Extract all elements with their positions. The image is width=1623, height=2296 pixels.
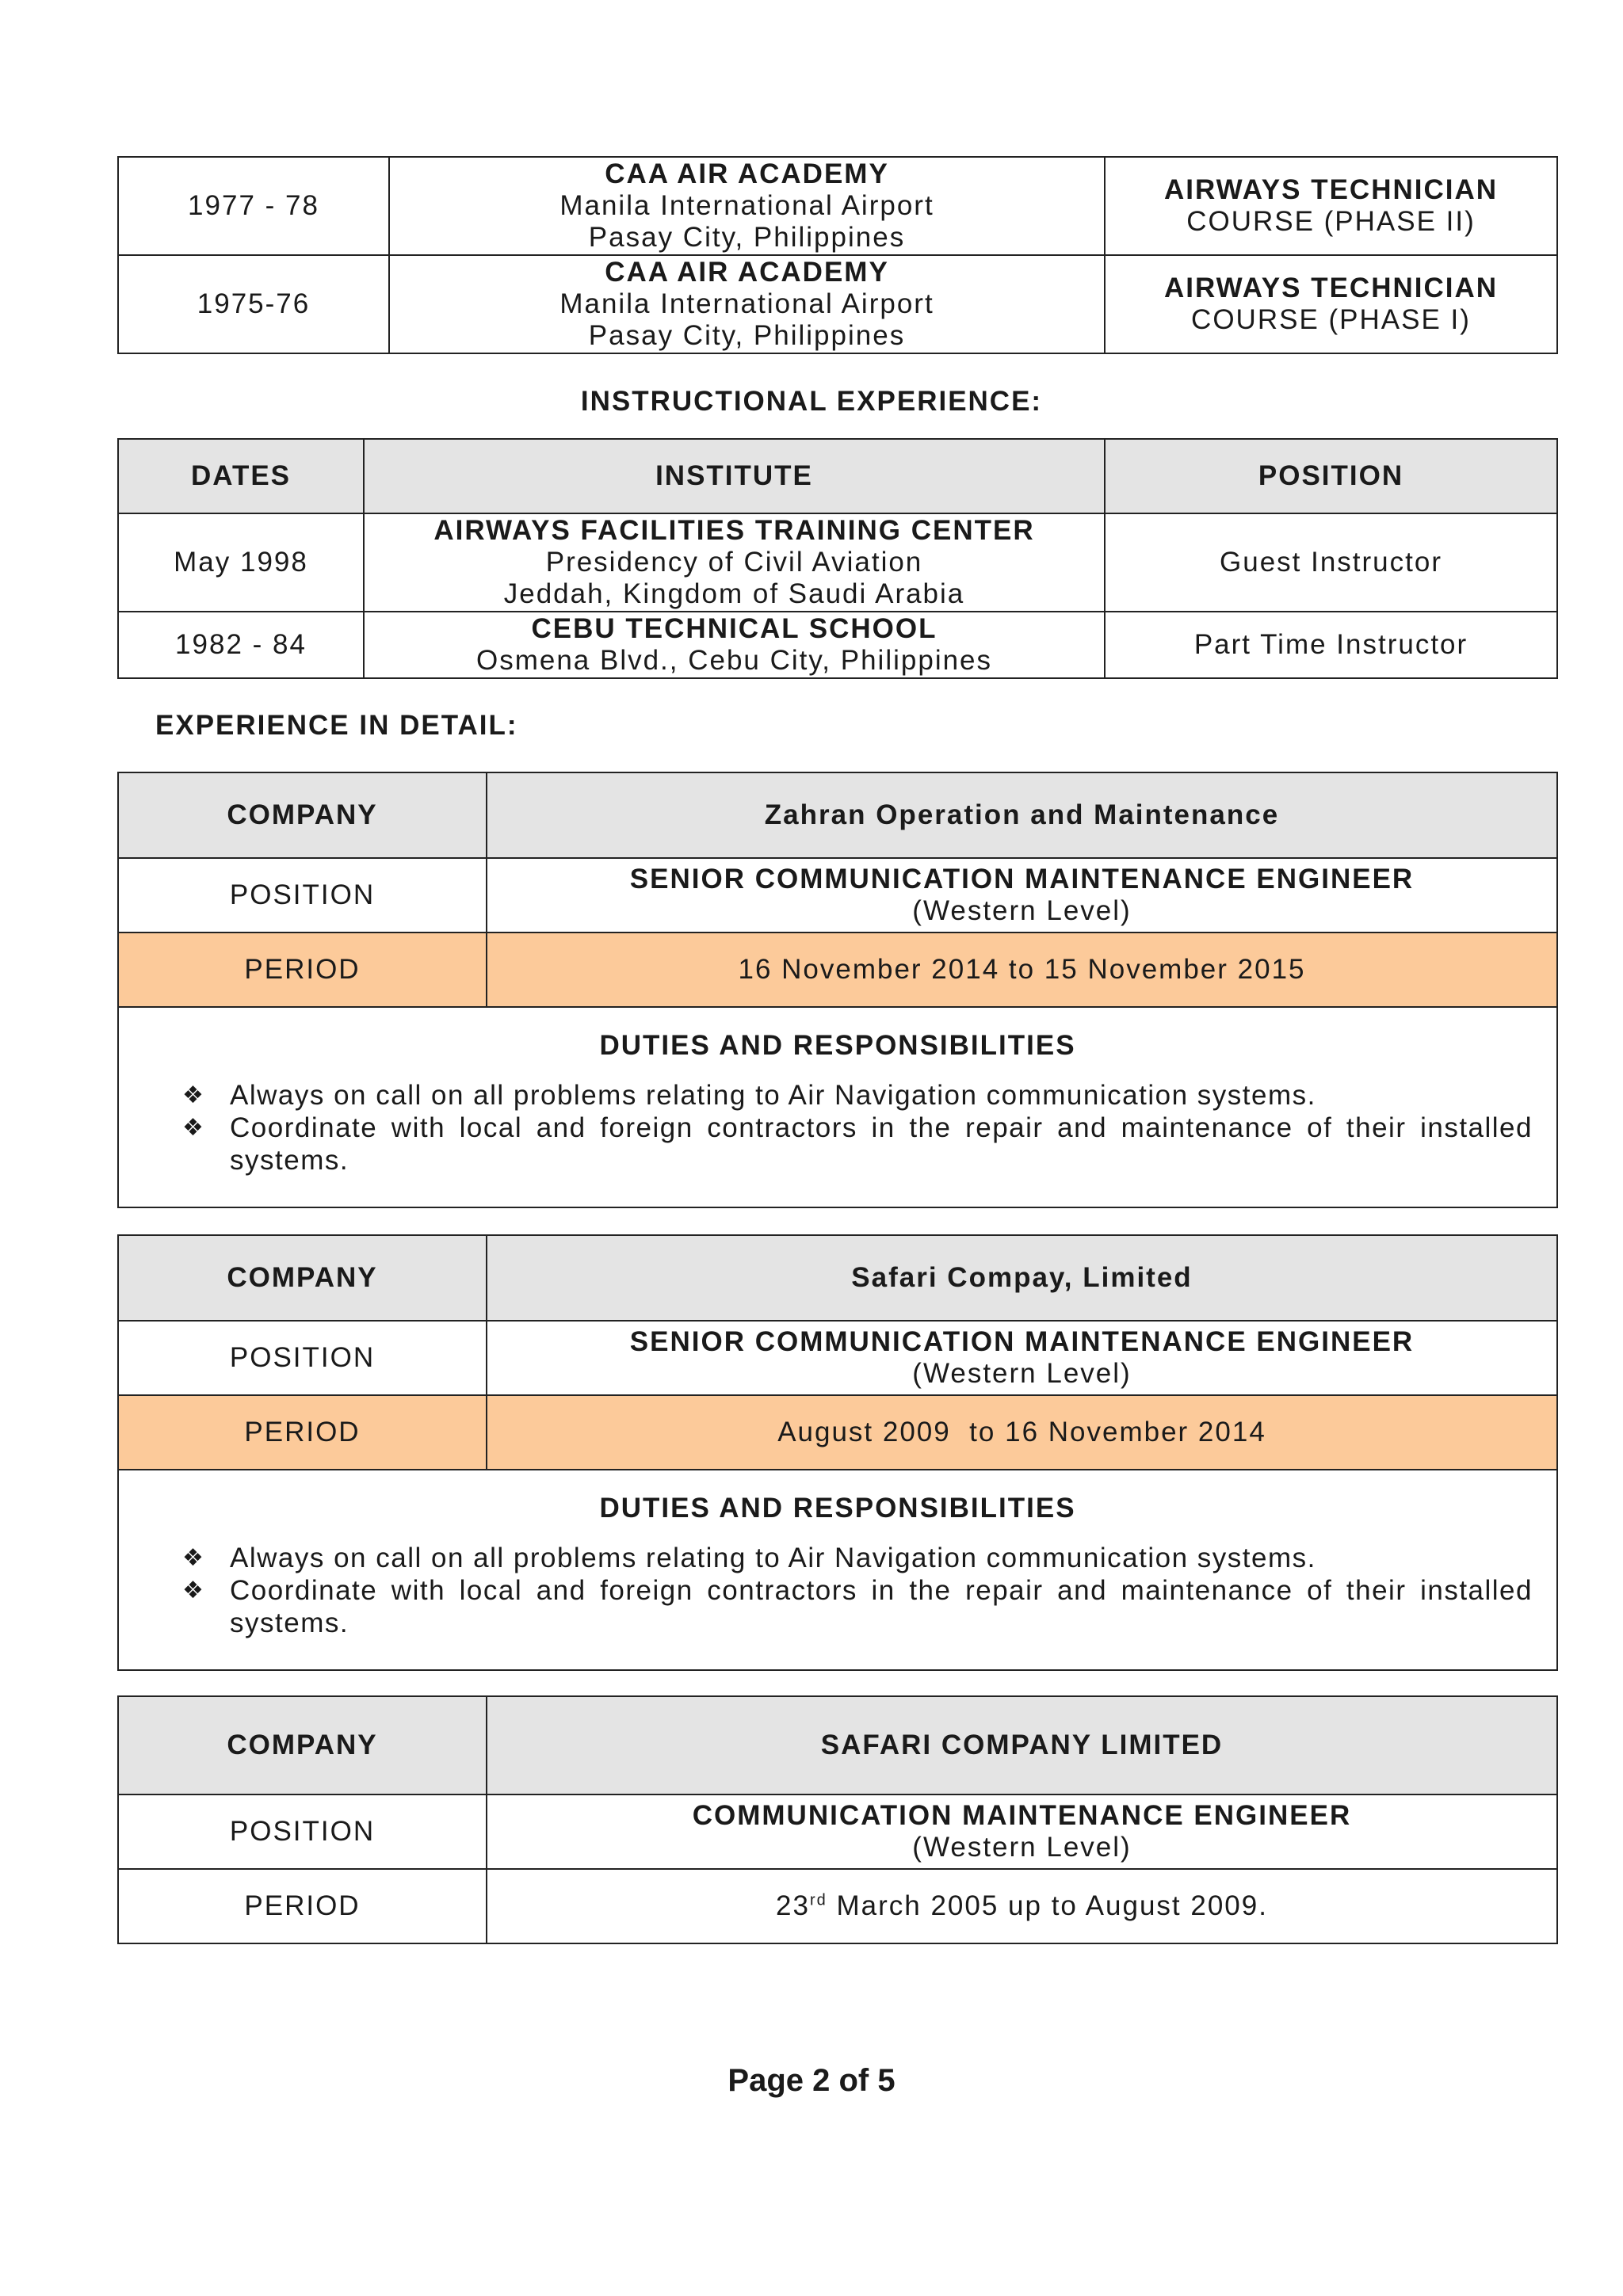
- job-3: [117, 1695, 1556, 1944]
- duties-row: DUTIES AND RESPONSIBILITIES ❖ Always on call on all problems relating to Air Navigation communication systems. ❖ Coordinate with local and foreign contractors in the repair and maintenance of their installed systems.: [118, 1007, 1557, 1207]
- company-name: Safari Compay, Limited: [487, 1235, 1557, 1321]
- duties-row: DUTIES AND RESPONSIBILITIES ❖ Always on call on all problems relating to Air Navigation communication systems. ❖ Coordinate with local and foreign contractors in the repair and maintenance of their installed systems.: [118, 1470, 1557, 1670]
- list-item: ❖ Always on call on all problems relating to Air Navigation communication systems.: [182, 1543, 1316, 1573]
- education-table-wrap: [117, 156, 1556, 354]
- company-name: SAFARI COMPANY LIMITED: [487, 1696, 1557, 1794]
- instructional-table-wrap: [117, 438, 1556, 679]
- company-row: COMPANY SAFARI COMPANY LIMITED: [118, 1696, 1557, 1794]
- table-row: 1977 - 78 CAA AIR ACADEMY Manila International Airport Pasay City, Philippines AIRWAYS TECHNICIAN COURSE (PHASE II): [118, 157, 1557, 255]
- diamond-bullet-icon: ❖: [182, 1115, 205, 1141]
- company-row: COMPANY Zahran Operation and Maintenance: [118, 772, 1557, 858]
- position-row: POSITION SENIOR COMMUNICATION MAINTENANCE ENGINEER (Western Level): [118, 858, 1557, 933]
- diamond-bullet-icon: ❖: [182, 1577, 205, 1604]
- position-row: POSITION SENIOR COMMUNICATION MAINTENANCE ENGINEER (Western Level): [118, 1321, 1557, 1395]
- diamond-bullet-icon: ❖: [182, 1545, 205, 1571]
- period-row: PERIOD August 2009 to 16 November 2014: [118, 1395, 1557, 1470]
- company-row: COMPANY Safari Compay, Limited: [118, 1235, 1557, 1321]
- diamond-bullet-icon: ❖: [182, 1082, 205, 1108]
- job-table: [117, 1234, 1558, 1671]
- duties-list: [182, 1079, 1533, 1177]
- company-name: Zahran Operation and Maintenance: [487, 772, 1557, 858]
- education-table: [117, 156, 1558, 354]
- table-row: 1975-76 CAA AIR ACADEMY Manila International Airport Pasay City, Philippines AIRWAYS TECHNICIAN COURSE (PHASE I): [118, 255, 1557, 353]
- job-table: [117, 772, 1558, 1208]
- list-item: ❖ Coordinate with local and foreign contractors in the repair and maintenance of their installed systems.: [182, 1112, 1533, 1176]
- table-header-row: DATES INSTITUTE POSITION: [118, 439, 1557, 513]
- list-item: ❖ Always on call on all problems relating to Air Navigation communication systems.: [182, 1080, 1316, 1111]
- job-table: [117, 1695, 1558, 1944]
- period-row: PERIOD 16 November 2014 to 15 November 2015: [118, 933, 1557, 1007]
- table-row: 1982 - 84 CEBU TECHNICAL SCHOOL Osmena Blvd., Cebu City, Philippines Part Time Instructor: [118, 612, 1557, 678]
- experience-title: EXPERIENCE IN DETAIL:: [155, 710, 518, 741]
- page-number: Page 2 of 5: [727, 2063, 896, 2098]
- list-item: ❖ Coordinate with local and foreign contractors in the repair and maintenance of their installed systems.: [182, 1575, 1533, 1638]
- job-2: [117, 1234, 1556, 1671]
- duties-list: [182, 1542, 1533, 1639]
- job-1: [117, 772, 1556, 1208]
- period-row: PERIOD 23rd March 2005 up to August 2009.: [118, 1869, 1557, 1943]
- position-row: POSITION COMMUNICATION MAINTENANCE ENGINEER (Western Level): [118, 1794, 1557, 1869]
- table-row: May 1998 AIRWAYS FACILITIES TRAINING CENTER Presidency of Civil Aviation Jeddah, Kingdom of Saudi Arabia Guest Instructor: [118, 513, 1557, 612]
- instructional-table: [117, 438, 1558, 679]
- instructional-title: INSTRUCTIONAL EXPERIENCE:: [580, 386, 1043, 417]
